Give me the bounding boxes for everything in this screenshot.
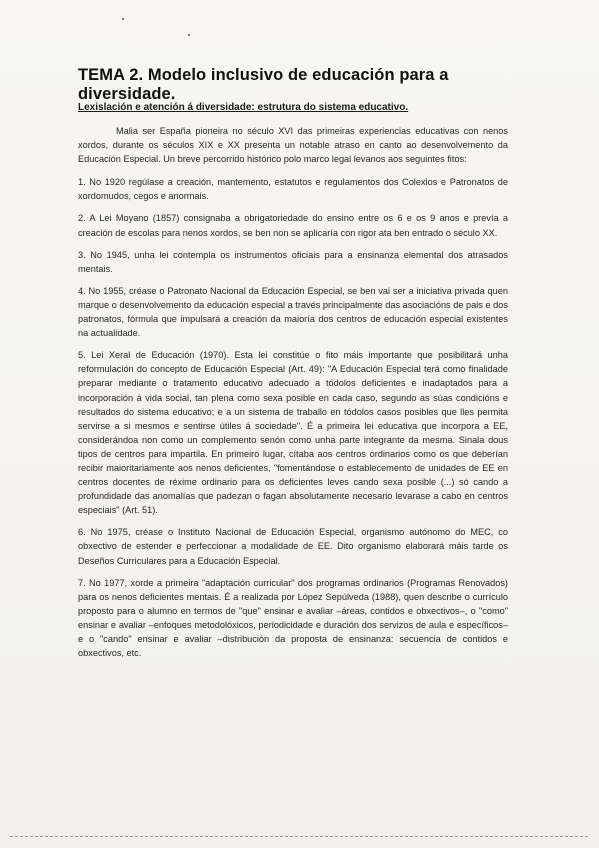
intro-paragraph: Malia ser España pioneira no século XVI das primeiras experiencias educativas con nenos xordos, durante os séculos XIX e XX presenta un notable atraso en canto ao desenvolvemento da Educación Especial. Un breve percorrido histórico polo marco legal levanos aos seguintes fitos: xyxy=(78,126,508,165)
milestone-item-6: 6. No 1975, créase o Instituto Nacional de Educación Especial, organismo autónomo do MEC, co obxectivo de estender e perfeccionar a modalidade de EE. Dito organismo elaborará máis tarde os Deseños Curriculares para a Educación Especial. xyxy=(78,527,508,566)
scan-speck xyxy=(122,18,124,20)
milestone-item-2: 2. A Lei Moyano (1857) consignaba a obrigatoriedade do ensino entre os 6 e os 9 anos e prevía a creación de escolas para nenos xordos, se ben non se aplicaría con rigor ata ben entrado o século XX. xyxy=(78,213,508,238)
scan-speck xyxy=(188,34,190,36)
milestone-item-7: 7. No 1977, xorde a primeira "adaptación curricular" dos programas ordinarios (Programas Renovados) para os nenos deficientes mentais. É a realizada por López Sepúlveda (1988), quen describe o currículo proposto para o alumno en termos de "que" ensinar e avaliar –áreas, contidos e obxectivos–, o "como" ensinar e avaliar –enfoques metodolóxicos, periodicidade e duración dos servizos de aula e específicos– e o "cando" ensinar e avaliar –distribución da proposta de ensinanza: secuencia de contidos e obxectivos, etc. xyxy=(78,577,508,659)
milestone-item-1: 1. No 1920 regúlase a creación, mantemento, estatutos e regulamentos dos Colexios e Patronatos de xordomudos, cegos e anormais. xyxy=(78,177,508,202)
page-bottom-rule xyxy=(10,836,588,837)
milestone-item-3: 3. No 1945, unha lei contempla os instrumentos oficiais para a ensinanza elemental dos atrasados mentais. xyxy=(78,249,508,274)
section-subtitle: Lexislación e atención á diversidade: estrutura do sistema educativo. xyxy=(78,102,409,113)
page-title: TEMA 2. Modelo inclusivo de educación para a diversidade. xyxy=(78,66,449,103)
milestone-item-4: 4. No 1955, créase o Patronato Nacional da Educación Especial, se ben vai ser a iniciativa privada quen marque o desenvolvemento da educación especial a través principalmente das asociacións de pais e dos patronatos, fórmula que impulsará a creación da maioría dos centros de educación especial existentes na actualidade. xyxy=(78,285,508,339)
milestone-item-5: 5. Lei Xeral de Educación (1970). Esta lei constitúe o fito máis importante que posibilitará unha reformulación do concepto de Educación Especial (Art. 49): "A Educación Especial terá como finalidade preparar mediante o tratamento educativo adecuado a tódolos deficientes e inadaptados para a incorporación á vida social, tan plena como sexa posible en cada caso, segundo as súas condicións e resultados do sistema educativo; e a un sistema de traballo en tódolos casos posibles que lles permita servirse a si mesmos e sentirse útiles á sociedade". É a primeira lei educativa que incorpora a EE, considerándoa non como un complemento senón como unha parte integrante da mesma. Sinala dous tipos de centros para impartila. En primeiro lugar, cítaba aos centros ordinarios como os que deberían recibir maioritariamente aos nenos deficientes, "fomentándose o establecemento de unidades de EE en centros docentes de réxime ordinario para os deficientes leves cando sexa posible (...) só cando a profundidade das anomalías que padezan o fagan absolutamente necesario levarase a cabo en centros especiais" (Art. 51). xyxy=(78,350,508,516)
document-body xyxy=(78,124,508,668)
